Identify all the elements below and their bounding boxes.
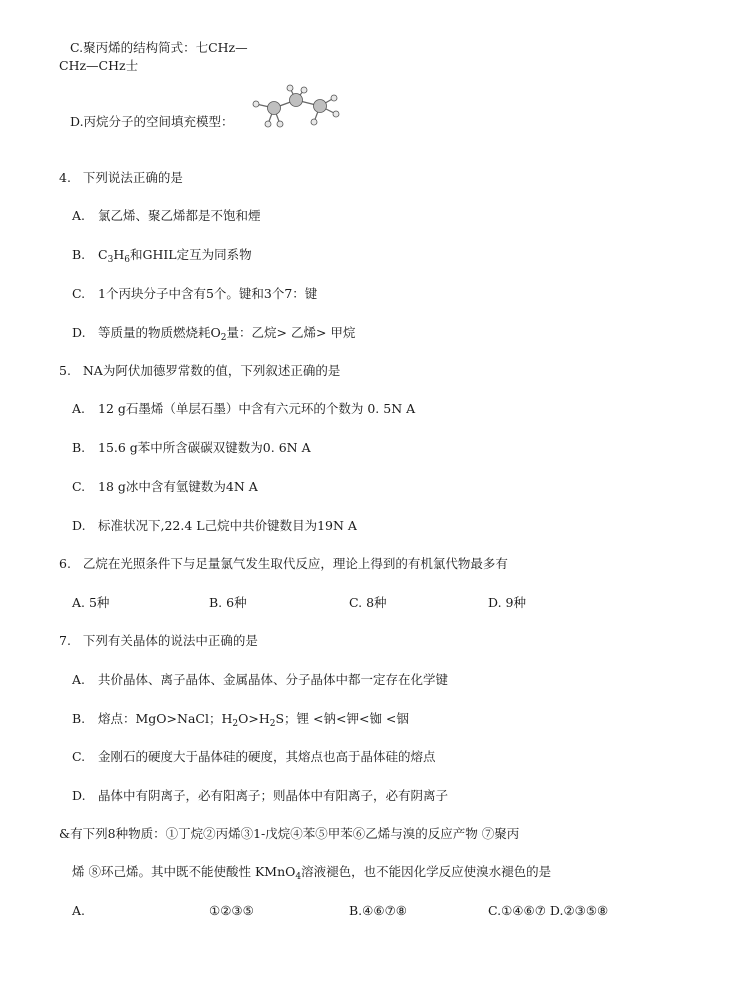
question-5-stem [59,363,340,379]
q7-option-b: B. 熔点：MgO>NaCl；$H_2O>H_2S$；锂 <钠<钾<铷 <铟 [72,711,409,729]
q5-option-c: C. 18 g冰中含有氫键数为4N A [72,479,258,494]
question-7-stem [59,633,258,649]
question-text: 下列说法正确的是 [82,170,183,185]
q8-option-a-label: A. [72,903,86,918]
question-8-stem-line2: 烯 ⑧环己烯。其中既不能使酸性 KMnO$_4$溶液褪色，也不能因化学反应使溴水褪色的是 [72,864,552,882]
q6-option-a: A. 5种 [72,595,110,610]
question-8-stem-line1: &有下列8种物质：①丁烷②丙烯③1-戊烷④苯⑤甲苯⑥乙烯与溴的反应产物 ⑦聚丙 [59,826,520,841]
q7-option-a: A. 共价晶体、离子晶体、金属晶体、分子晶体中都一定存在化学键 [72,672,449,687]
q7-option-c: C. 金刚石的硬度大于晶体硅的硬度，其熔点也高于晶体硅的熔点 [72,749,436,764]
q8-option-a-text: ①②③⑤ [209,903,254,918]
option-c-line1: C.聚丙烯的结构简式：七CHz— [70,40,248,55]
question-text: 乙烷在光照条件下与足量氯气发生取代反应，理论上得到的有机氯代物最多有 [82,556,508,571]
q6-option-c: C. 8种 [349,595,387,610]
question-number: 7. [59,633,71,648]
question-number: 5. [59,363,71,378]
q4-option-c: C. 1个丙块分子中含有5个。键和3个7：键 [72,286,318,301]
q6-option-b: B. 6种 [209,595,247,610]
question-number: 4. [59,170,71,185]
question-text: 下列有关晶体的说法中正确的是 [82,633,258,648]
q8-option-cd: C.①④⑥⑦ D.②③⑤⑧ [488,903,609,918]
question-6-stem [59,556,508,572]
q4-option-a: A. 氯乙烯、聚乙烯都是不饱和煙 [72,208,261,223]
propane-model-image [248,84,344,132]
q6-option-d: D. 9种 [488,595,526,610]
question-text: NA为阿伏加德罗常数的值，下列叙述正确的是 [82,363,341,378]
q4-option-d: D. 等质量的物质燃烧耗$O_2$量：乙烷> 乙烯> 甲烷 [72,325,356,343]
option-d-label: D.丙烷分子的空间填充模型： [70,114,234,129]
q5-option-b: B. 15.6 g苯中所含碳碳双键数为0. 6N A [72,440,311,455]
q7-option-d: D. 晶体中有阴离子，必有阳离子；则晶体中有阳离子，必有阴离子 [72,788,449,803]
q4-option-b: B. $C_3H_6$和GHIL定互为同系物 [72,247,252,265]
q8-option-b: B.④⑥⑦⑧ [349,903,407,918]
question-number: 6. [59,556,71,571]
question-4-stem [59,170,183,186]
option-c-line2: CHz—CHz士 [59,58,139,73]
q5-option-a: A. 12 g石墨烯（单层石墨）中含有六元环的个数为 0. 5N A [72,401,416,416]
q5-option-d: D. 标准状况下,22.4 L己烷中共价键数目为19N A [72,518,357,533]
